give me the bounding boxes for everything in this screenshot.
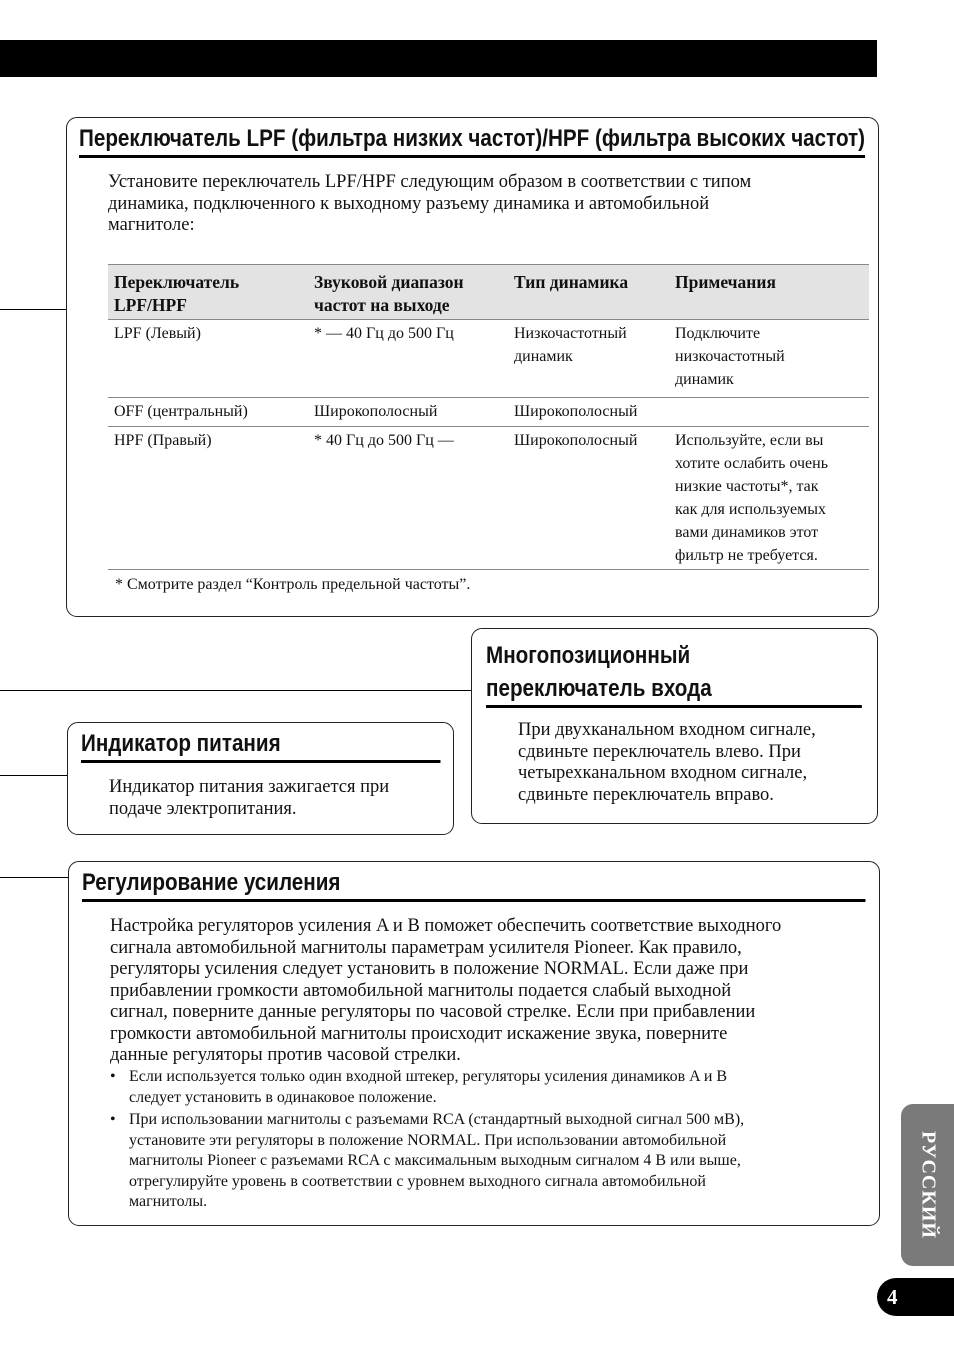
table-header-cell: Переключатель LPF/HPF (108, 265, 308, 320)
table-footnote: * Смотрите раздел “Контроль предельной частоты”. (115, 576, 471, 593)
language-tab (901, 1104, 954, 1266)
list-item: • При использовании магнитолы с разъемами RCA (стандартный выходной сигнал 500 мВ), установите эти регуляторы в положение NORMAL. При использовании автомобильной магнитолы Pioneer с разъемами RCA с максимальным выходным сигналом 4 В или выше, отрегулируйте уровень в соответствии с уровнем выходного сигнала автомобильной магнитолы. (110, 1111, 745, 1210)
table-cell: Широкополосный (508, 398, 669, 427)
table-header-row (108, 265, 869, 320)
table-header-cell: Тип динамика (508, 265, 669, 320)
input-switch-title: Многопозиционный переключатель входа (486, 639, 862, 708)
lpf-hpf-intro: Установите переключатель LPF/HPF следующим образом в соответствии с типом динамика, подключенного к выходному разъему динамика и автомобильной магнитоле: (108, 172, 752, 235)
table-cell: * — 40 Гц до 500 Гц (308, 320, 508, 398)
table-cell: HPF (Правый) (108, 427, 308, 570)
section-leader-line (0, 690, 472, 691)
table-cell (669, 398, 869, 427)
lpf-hpf-table (108, 264, 869, 570)
table-cell: Подключите низкочастотный динамик (669, 320, 869, 398)
page-number: 4 (887, 1285, 898, 1309)
table-cell: Широкополосный (508, 427, 669, 570)
table-row (108, 398, 869, 427)
bullet-mark: • (110, 1068, 116, 1085)
table-cell: OFF (центральный) (108, 398, 308, 427)
table-cell: Широкополосный (308, 398, 508, 427)
table-row (108, 427, 869, 570)
language-tab-label: РУССКИЙ (917, 1131, 939, 1239)
power-indicator-title: Индикатор питания (81, 729, 440, 763)
section-leader-line (0, 309, 67, 310)
gain-bullet-list (110, 1067, 850, 1213)
table-cell: Низкочастотный динамик (508, 320, 669, 398)
power-indicator-text: Индикатор питания зажигается при подаче электропитания. (109, 777, 390, 819)
section-leader-line (0, 775, 68, 776)
section-leader-line (0, 877, 69, 878)
gain-title: Регулирование усиления (82, 868, 865, 902)
table-header-cell: Примечания (669, 265, 869, 320)
list-item: • Если используется только один входной штекер, регуляторы усиления динамиков A и B следует установить в одинаковое положение. (110, 1068, 728, 1106)
table-cell: LPF (Левый) (108, 320, 308, 398)
gain-text: Настройка регуляторов усиления A и B поможет обеспечить соответствие выходного сигнала автомобильной магнитолы параметрам усилителя Pioneer. Как правило, регуляторы усиления следует установить в положение NORMAL. Если даже при прибавлении громкости автомобильной магнитолы подается слабый выходной сигнал, поверните данные регуляторы по часовой стрелке. Если при прибавлении громкости автомобильной магнитолы происходит искажение звука, поверните данные регуляторы против часовой стрелки. (110, 916, 782, 1065)
input-switch-text: При двухканальном входном сигнале, сдвиньте переключатель влево. При четырехканальном входном сигнале, сдвиньте переключатель вправо. (518, 720, 816, 805)
table-row (108, 320, 869, 398)
table-cell: * 40 Гц до 500 Гц — (308, 427, 508, 570)
page-number-badge (877, 1278, 954, 1316)
lpf-hpf-title: Переключатель LPF (фильтра низких частот)/HPF (фильтра высоких частот) (79, 124, 865, 158)
top-header-bar (0, 40, 877, 77)
bullet-mark: • (110, 1111, 116, 1128)
table-cell: Используйте, если вы хотите ослабить очень низкие частоты*, так как для используемых вами динамиков этот фильтр не требуется. (669, 427, 869, 570)
table-header-cell: Звуковой диапазон частот на выходе (308, 265, 508, 320)
